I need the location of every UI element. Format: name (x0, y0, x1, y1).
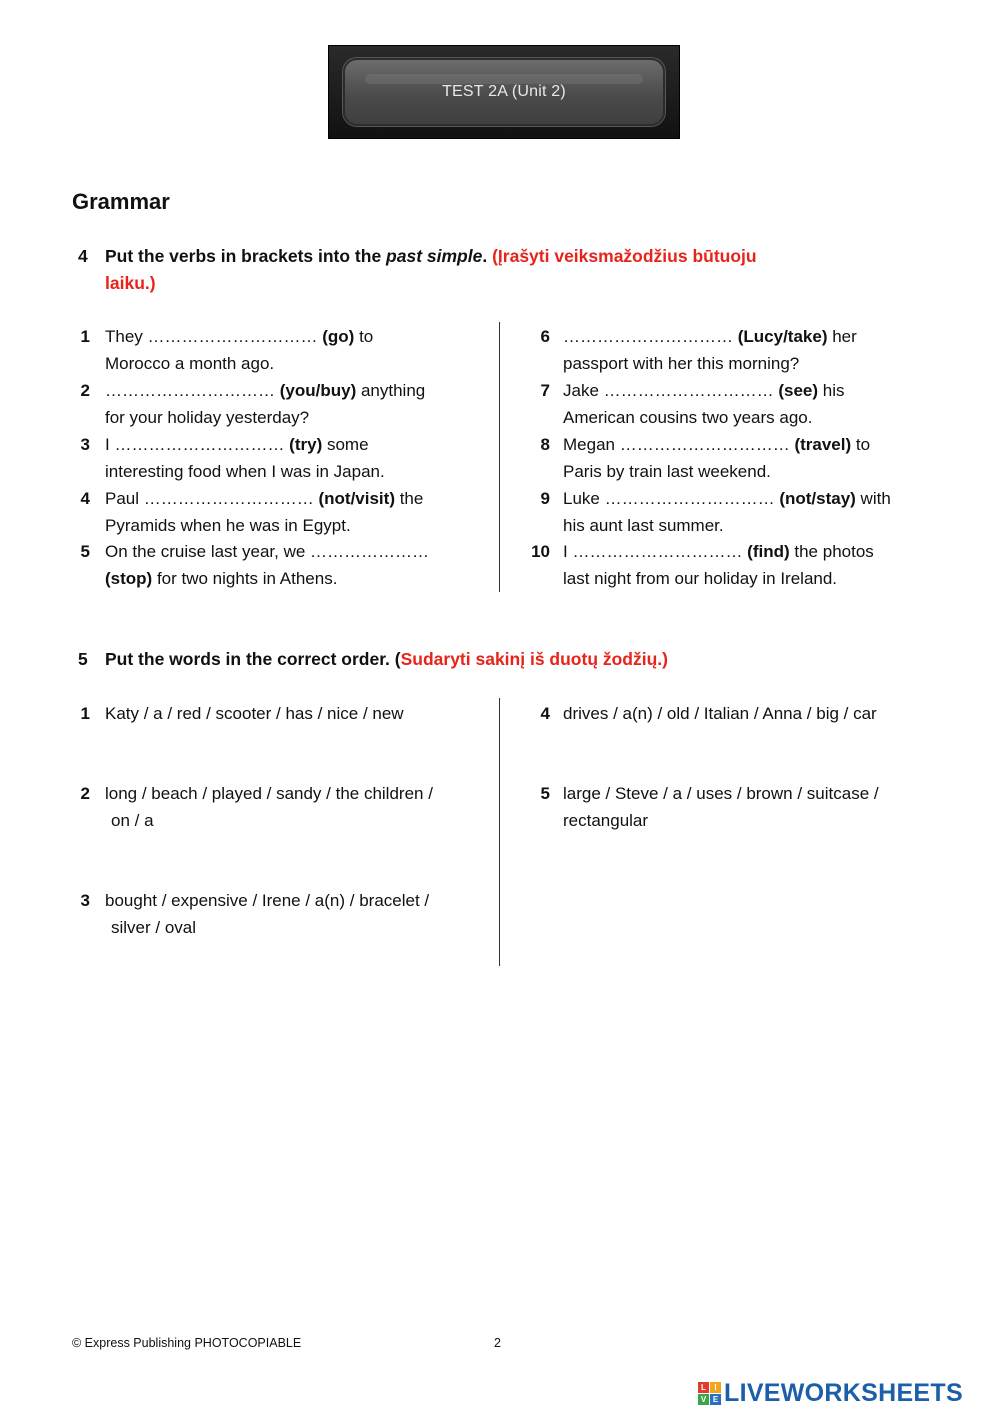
instruction-text: Put the words in the correct order. ( (105, 649, 401, 669)
header-banner (328, 45, 680, 139)
item-line-1: long / beach / played / sandy / the children / (105, 784, 433, 803)
item-line-1: large / Steve / a / uses / brown / suitcase / (563, 784, 879, 803)
instruction-translation-line-2: laiku.) (105, 273, 156, 293)
item-text: Luke ………………………… (563, 489, 780, 508)
item-number: 2 (80, 784, 90, 803)
logo-tile: I (710, 1382, 721, 1393)
item-line-1 (563, 431, 870, 458)
item-text: to (354, 327, 374, 346)
item-verb: (go) (322, 327, 355, 346)
item-verb: (find) (747, 542, 790, 561)
item-text: some (322, 435, 369, 454)
item-line-1 (563, 377, 845, 404)
exercise-5-item (72, 887, 482, 941)
item-verb: (see) (778, 381, 819, 400)
item-number: 5 (540, 784, 550, 803)
item-line-1 (105, 431, 369, 458)
item-text: I ………………………… (105, 435, 290, 454)
exercise-4-item (530, 431, 950, 485)
liveworksheets-wordmark: LIVEWORKSHEETS (724, 1378, 963, 1407)
item-text: anything (356, 381, 426, 400)
banner-highlight (365, 74, 643, 84)
item-verb: (not/visit) (318, 489, 395, 508)
item-line-2: silver / oval (111, 918, 197, 937)
logo-tile: V (698, 1394, 709, 1405)
item-line-1: Katy / a / red / scooter / has / nice / new (105, 704, 404, 723)
item-text: the (394, 489, 424, 508)
exercise-4-item (530, 323, 950, 377)
exercise-4-item (530, 538, 950, 592)
item-number: 3 (80, 891, 90, 910)
item-line-2: American cousins two years ago. (563, 408, 813, 427)
exercise-4-item (530, 485, 950, 539)
liveworksheets-logo (698, 1380, 963, 1406)
item-number: 10 (531, 542, 550, 561)
item-line-1: bought / expensive / Irene / a(n) / bracelet / (105, 891, 430, 910)
item-number: 3 (80, 435, 90, 454)
item-text: ………………………… (105, 381, 280, 400)
logo-tile: E (710, 1394, 721, 1405)
instruction-emphasis: past simple (386, 246, 483, 266)
item-number: 1 (80, 704, 90, 723)
instruction-period: . (482, 246, 488, 266)
item-number: 9 (540, 489, 550, 508)
exercise-4-item (72, 323, 482, 377)
item-number: 6 (540, 327, 550, 346)
item-text: the photos (789, 542, 874, 561)
item-text: They ………………………… (105, 327, 323, 346)
item-line-2: rectangular (563, 811, 649, 830)
item-line-1 (105, 323, 373, 350)
item-text: I ………………………… (563, 542, 748, 561)
section-heading: Grammar (72, 189, 170, 214)
item-text: ………………………… (563, 327, 738, 346)
exercise-5-item (530, 780, 950, 834)
item-line-2: on / a (111, 811, 154, 830)
logo-tile: L (698, 1382, 709, 1393)
item-verb: (you/buy) (279, 381, 357, 400)
copyright-footer: © Express Publishing PHOTOCOPIABLE (72, 1336, 302, 1350)
exercise-4-instruction (78, 243, 938, 303)
item-number: 2 (80, 381, 90, 400)
item-text: his (818, 381, 845, 400)
item-line-1 (563, 323, 857, 350)
exercise-4-item (72, 377, 482, 431)
item-number: 4 (80, 489, 90, 508)
column-divider (499, 698, 500, 966)
exercise-5-item (72, 700, 482, 754)
exercise-number: 5 (78, 649, 88, 669)
item-verb: (stop) (105, 569, 153, 588)
item-line-2 (105, 565, 337, 592)
exercise-5-instruction (78, 646, 938, 676)
item-line-2: last night from our holiday in Ireland. (563, 569, 838, 588)
item-line-2: his aunt last summer. (563, 516, 724, 535)
exercise-4-item (72, 485, 482, 539)
item-text: for two nights in Athens. (152, 569, 338, 588)
instruction-translation: Sudaryti sakinį iš duotų žodžių.) (400, 649, 668, 669)
item-text: Jake ………………………… (563, 381, 779, 400)
item-text: to (851, 435, 871, 454)
item-line-2: Morocco a month ago. (105, 354, 275, 373)
item-line-1 (105, 485, 423, 512)
item-line-2: for your holiday yesterday? (105, 408, 310, 427)
item-line-1 (563, 538, 874, 565)
item-number: 7 (540, 381, 550, 400)
item-number: 4 (540, 704, 550, 723)
page-number: 2 (494, 1336, 501, 1350)
exercise-5-item (530, 700, 950, 754)
header-banner-panel (343, 58, 665, 126)
instruction-translation: (Įrašyti veiksmažodžius būtuoju (492, 246, 757, 266)
item-verb: (Lucy/take) (737, 327, 828, 346)
column-divider (499, 322, 500, 592)
item-text: her (827, 327, 857, 346)
item-text: Paul ………………………… (105, 489, 319, 508)
item-line-1 (563, 485, 891, 512)
instruction-line (105, 646, 668, 673)
exercise-4-item (72, 538, 482, 592)
item-line-1: drives / a(n) / old / Italian / Anna / big / car (563, 704, 877, 723)
item-verb: (try) (289, 435, 323, 454)
instruction-line-1 (105, 243, 757, 270)
item-number: 1 (80, 327, 90, 346)
item-text: with (855, 489, 891, 508)
item-line-2: Paris by train last weekend. (563, 462, 771, 481)
exercise-5-item (72, 780, 482, 834)
exercise-4-item (530, 377, 950, 431)
instruction-text: Put the verbs in brackets into the (105, 246, 387, 266)
item-number: 8 (540, 435, 550, 454)
item-line-2: Pyramids when he was in Egypt. (105, 516, 351, 535)
item-line-2: passport with her this morning? (563, 354, 800, 373)
item-line-1 (105, 377, 425, 404)
item-number: 5 (80, 542, 90, 561)
item-line-1: On the cruise last year, we ………………… (105, 542, 430, 561)
item-verb: (not/stay) (779, 489, 856, 508)
item-line-2: interesting food when I was in Japan. (105, 462, 385, 481)
exercise-number: 4 (78, 246, 88, 266)
exercise-4-item (72, 431, 482, 485)
test-title: TEST 2A (Unit 2) (442, 83, 566, 100)
liveworksheets-logo-icon (698, 1382, 721, 1405)
item-text: Megan ………………………… (563, 435, 795, 454)
item-verb: (travel) (794, 435, 852, 454)
